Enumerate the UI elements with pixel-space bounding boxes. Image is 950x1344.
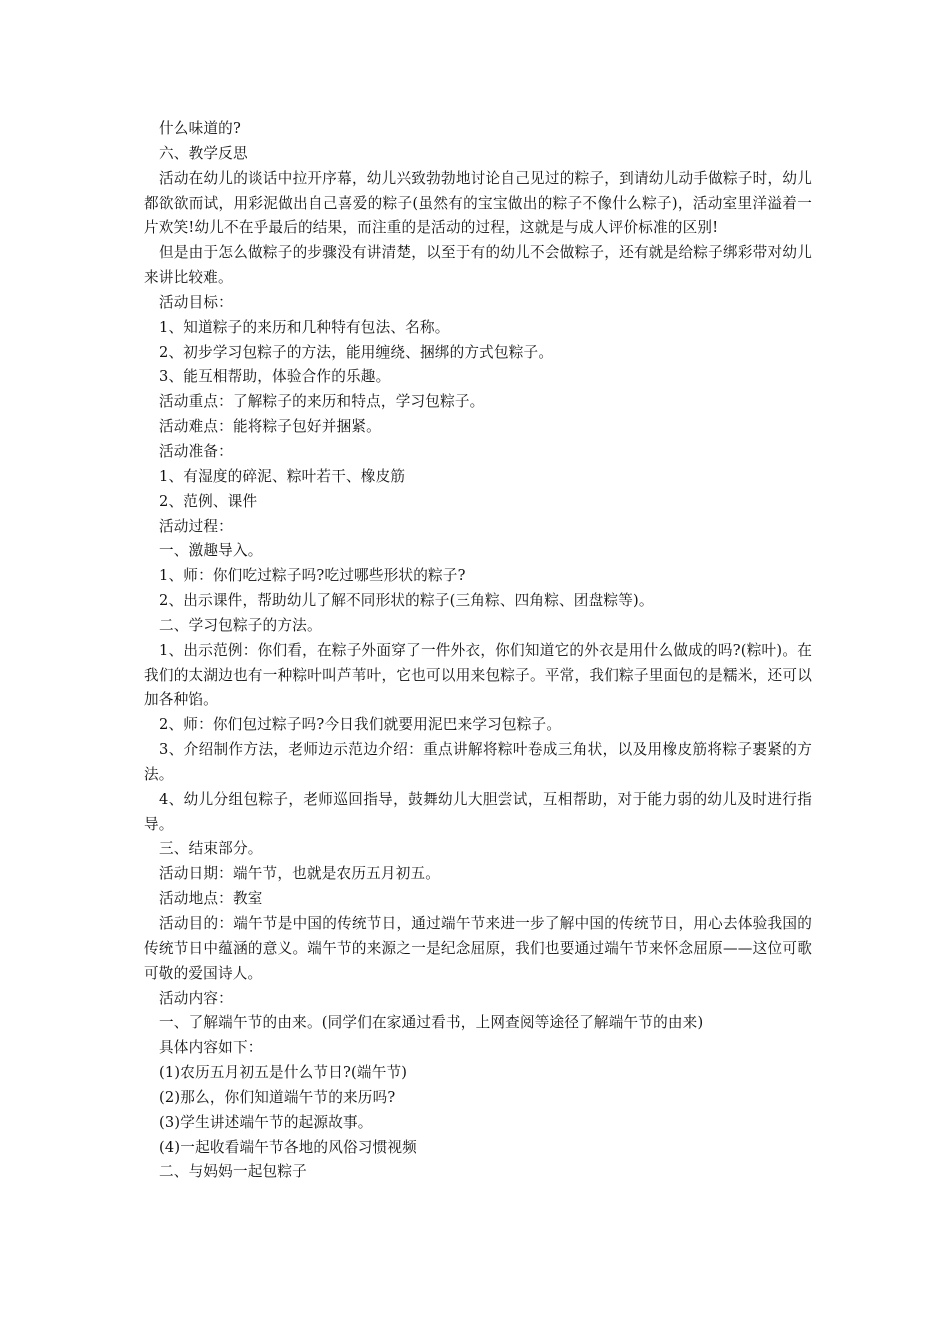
section-heading: 三、结束部分。	[159, 840, 263, 858]
paragraph: 活动重点：了解粽子的来历和特点，学习包粽子。	[159, 393, 485, 411]
section-heading: 六、教学反思	[159, 144, 248, 162]
list-item: 3、介绍制作方法，老师边示范边介绍：重点讲解将粽叶卷成三角状，以及用橡皮筋将粽子裹紧的方法。	[144, 741, 812, 783]
list-item: 2、初步学习包粽子的方法，能用缠绕、捆绑的方式包粽子。	[159, 343, 554, 361]
list-item: 2、师：你们包过粽子吗?今日我们就要用泥巴来学习包粽子。	[159, 716, 562, 734]
list-item: 1、有湿度的碎泥、粽叶若干、橡皮筋	[159, 467, 406, 485]
section-heading: 一、激趣导入。	[159, 542, 263, 560]
list-item: 1、知道粽子的来历和几种特有包法、名称。	[159, 318, 450, 336]
section-heading: 一、了解端午节的由来。(同学们在家通过看书，上网查阅等途径了解端午节的由来)	[159, 1014, 704, 1032]
list-item: 2、范例、课件	[159, 492, 258, 510]
paragraph: 但是由于怎么做粽子的步骤没有讲清楚，以至于有的幼儿不会做粽子，还有就是给粽子绑彩带对幼儿来讲比较难。	[144, 244, 812, 287]
paragraph: 活动在幼儿的谈话中拉开序幕，幼儿兴致勃勃地讨论自己见过的粽子，到请幼儿动手做粽子时，幼儿都欲欲而试，用彩泥做出自己喜爱的粽子(虽然有的宝宝做出的粽子不像什么粽子)，活动室里洋溢着一片欢笑!幼儿不在乎最后的结果，而注重的是活动的过程，这就是与成人评价标准的区别!	[144, 169, 812, 237]
document-body	[144, 117, 812, 1185]
list-item: (1)农历五月初五是什么节日?(端午节)	[159, 1064, 408, 1082]
list-item: 2、出示课件，帮助幼儿了解不同形状的粽子(三角粽、四角粽、团盘粽等)。	[159, 592, 654, 610]
paragraph: 什么味道的?	[159, 120, 241, 137]
list-item: 1、师：你们吃过粽子吗?吃过哪些形状的粽子?	[159, 567, 466, 585]
section-heading: 活动准备：	[159, 442, 233, 460]
section-heading: 活动过程：	[159, 517, 233, 535]
paragraph: 活动地点：教室	[159, 890, 263, 908]
list-item: (4)一起收看端午节各地的风俗习惯视频	[159, 1138, 417, 1156]
paragraph: 具体内容如下：	[159, 1039, 263, 1057]
list-item: (3)学生讲述端午节的起源故事。	[159, 1113, 373, 1131]
paragraph: 活动难点：能将粽子包好并捆紧。	[159, 418, 381, 436]
list-item: (2)那么，你们知道端午节的来历吗?	[159, 1088, 396, 1106]
list-item: 1、出示范例：你们看，在粽子外面穿了一件外衣，你们知道它的外衣是用什么做成的吗?(粽叶)。在我们的太湖边也有一种粽叶叫芦苇叶，它也可以用来包粽子。平常，我们粽子里面包的是糯米，还可以加各种馅。	[144, 641, 812, 709]
list-item: 3、能互相帮助，体验合作的乐趣。	[159, 368, 391, 386]
section-heading: 活动内容：	[159, 989, 233, 1007]
section-heading: 活动目标：	[159, 293, 233, 311]
section-heading: 二、与妈妈一起包粽子	[159, 1163, 307, 1181]
paragraph: 活动目的：端午节是中国的传统节日，通过端午节来进一步了解中国的传统节日，用心去体验我国的传统节日中蕴涵的意义。端午节的来源之一是纪念屈原，我们也要通过端午节来怀念屈原——这位可歌可敬的爱国诗人。	[144, 915, 812, 982]
list-item: 4、幼儿分组包粽子，老师巡回指导，鼓舞幼儿大胆尝试，互相帮助，对于能力弱的幼儿及时进行指导。	[144, 790, 812, 833]
paragraph: 活动日期：端午节，也就是农历五月初五。	[159, 865, 441, 883]
section-heading: 二、学习包粽子的方法。	[159, 616, 322, 634]
